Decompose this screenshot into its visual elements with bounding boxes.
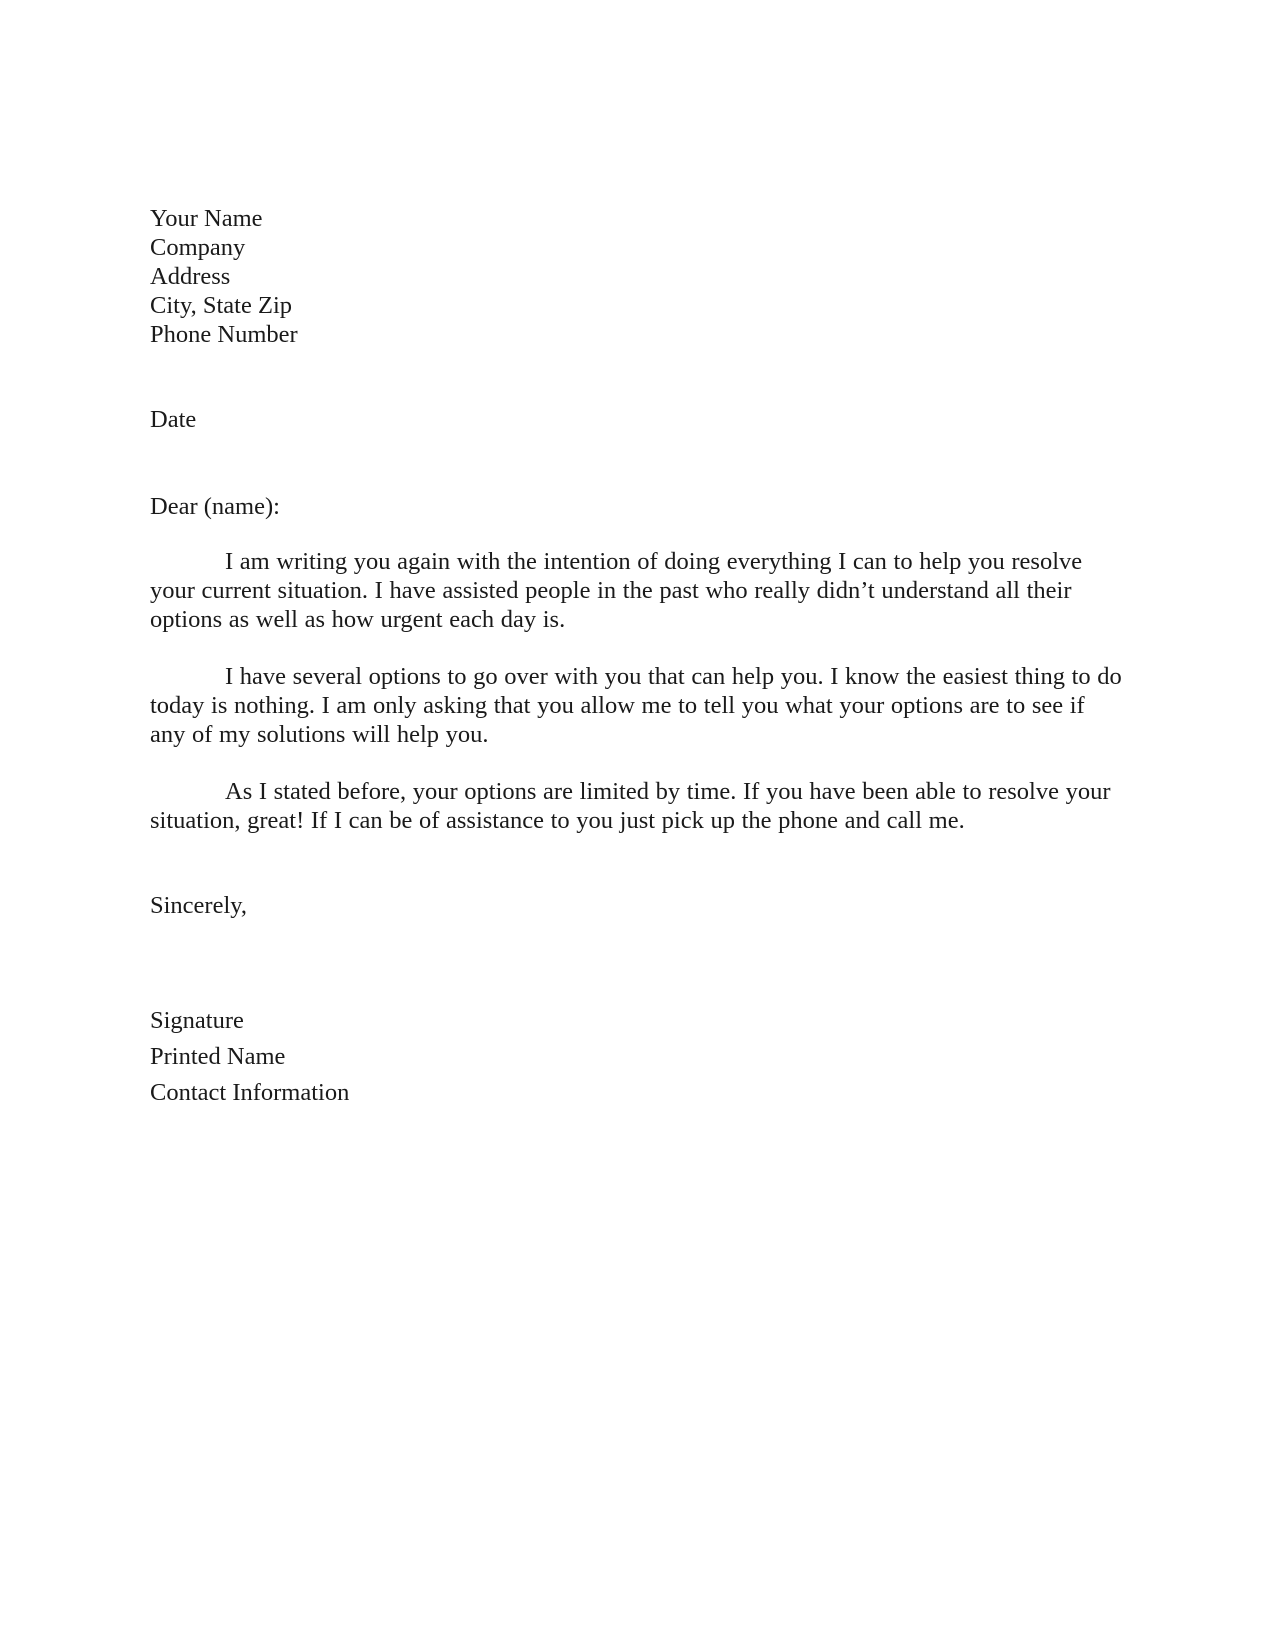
sender-address: Address (150, 263, 231, 290)
closing: Sincerely, (150, 892, 248, 919)
printed-name: Printed Name (150, 1043, 286, 1070)
letter-body (150, 204, 1125, 1111)
sender-company: Company (150, 234, 246, 261)
body-paragraph-2: I have several options to go over with you that can help you. I know the easiest thing to do today is nothing. I am only asking that you allow me to tell you what your options are to see if any of my solutions will help you. (150, 663, 1122, 748)
signature-line: Signature (150, 1007, 244, 1034)
sender-block (150, 204, 1125, 349)
signature-block (150, 1003, 1125, 1111)
date-block (150, 405, 1125, 434)
sender-name: Your Name (150, 205, 263, 232)
salutation-block (150, 492, 1125, 521)
closing-block (150, 891, 1125, 920)
contact-information: Contact Information (150, 1079, 350, 1106)
salutation: Dear (name): (150, 493, 280, 520)
sender-phone: Phone Number (150, 321, 298, 348)
sender-city-state-zip: City, State Zip (150, 292, 292, 319)
body-paragraph-3: As I stated before, your options are limited by time. If you have been able to resolve your situation, great! If I can be of assistance to you just pick up the phone and call me. (150, 778, 1111, 834)
body-paragraph-1: I am writing you again with the intention of doing everything I can to help you resolve your current situation. I have assisted people in the past who really didn’t understand all their options as well as how urgent each day is. (150, 548, 1083, 633)
letter-date: Date (150, 406, 197, 433)
